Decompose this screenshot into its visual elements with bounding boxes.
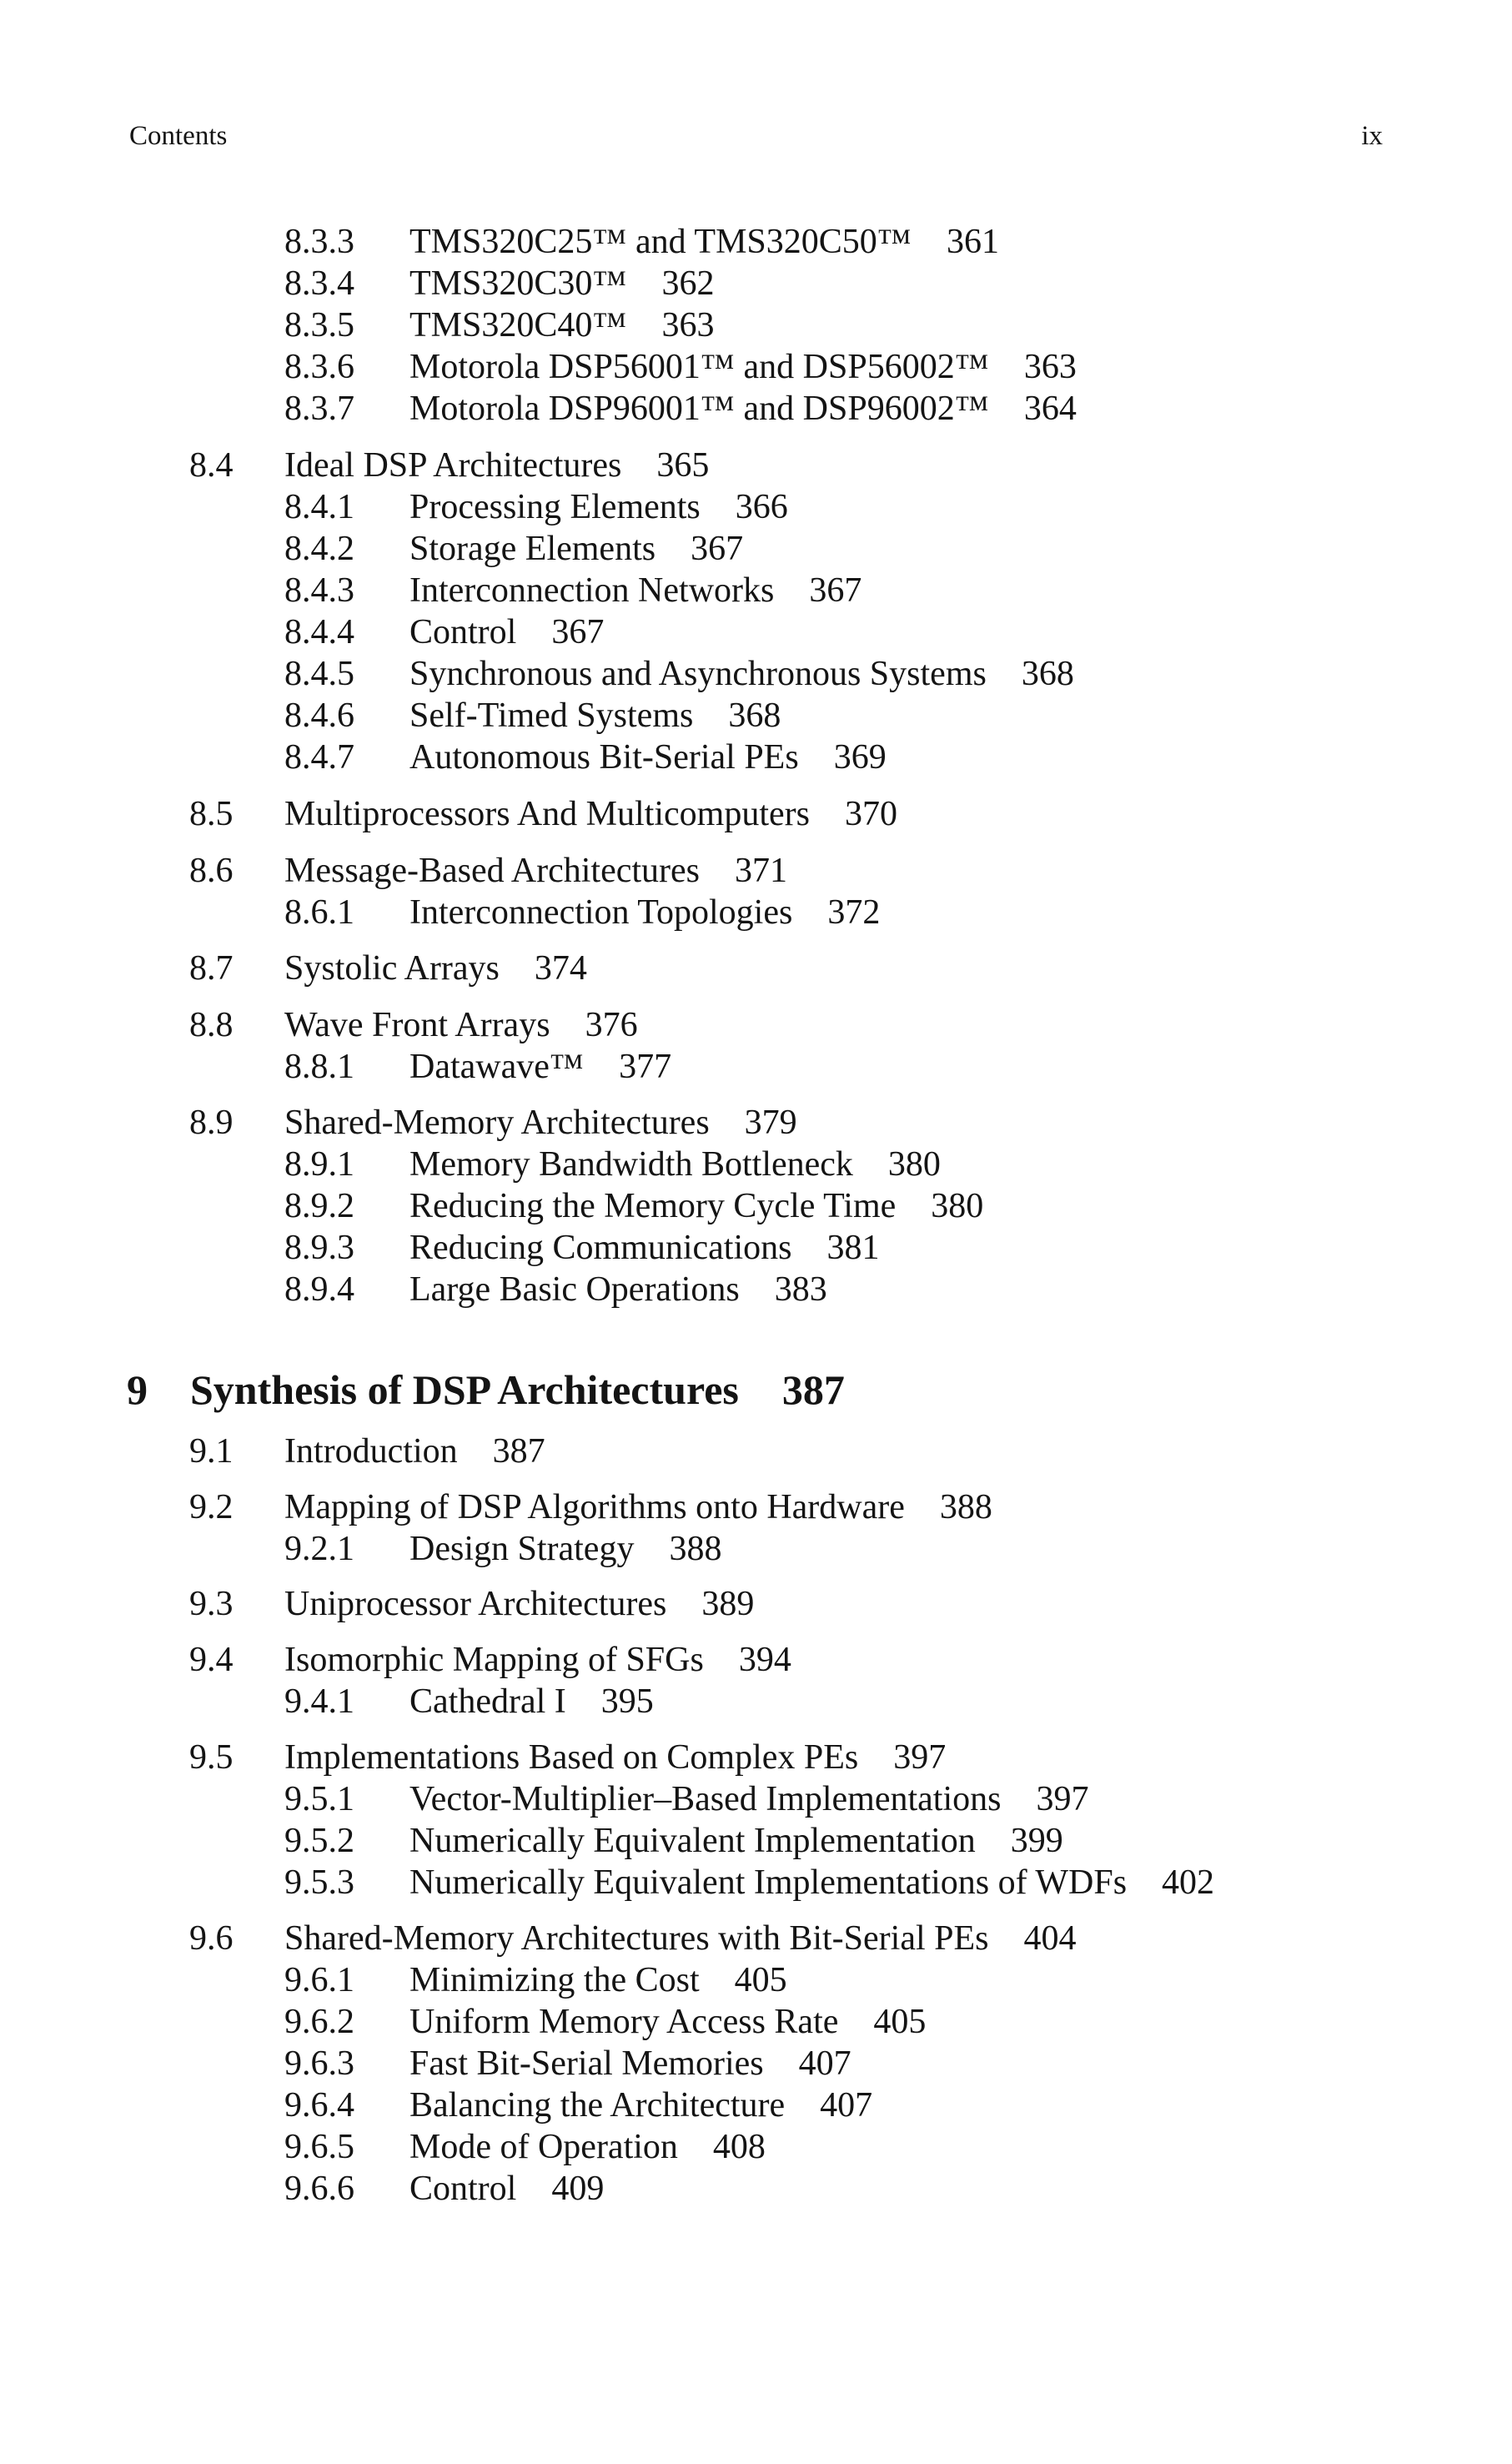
entry-title-row — [409, 346, 1077, 388]
entry-number: 8.4.7 — [284, 738, 354, 777]
entry-title-row — [409, 695, 781, 737]
entry-title: Design Strategy — [409, 1530, 635, 1568]
entry-title: Shared-Memory Architectures with Bit-Serial PEs — [284, 1919, 989, 1958]
entry-page: 404 — [1023, 1919, 1077, 1958]
entry-number: 8.4.1 — [284, 488, 354, 526]
entry-page: 394 — [738, 1641, 791, 1679]
entry-title: Reducing the Memory Cycle Time — [409, 1187, 897, 1225]
entry-page: 369 — [833, 738, 887, 777]
entry-title-row — [409, 1862, 1214, 1903]
entry-page: 367 — [691, 530, 744, 568]
entry-title: Autonomous Bit-Serial PEs — [409, 738, 799, 777]
entry-number: 8.9 — [189, 1104, 234, 1142]
entry-page: 368 — [728, 696, 781, 735]
entry-title-row — [409, 2043, 851, 2084]
entry-title: Processing Elements — [409, 488, 701, 526]
entry-title-row — [409, 892, 880, 933]
entry-title: Implementations Based on Complex PEs — [284, 1738, 859, 1777]
entry-title: Numerically Equivalent Implementations of WDFs — [409, 1863, 1128, 1902]
entry-number: 8.3.6 — [284, 348, 354, 386]
entry-title: Motorola DSP56001™ and DSP56002™ — [409, 348, 989, 386]
chapter-number: 9 — [127, 1366, 148, 1413]
entry-title-row — [284, 1102, 797, 1144]
entry-number: 9.3 — [189, 1585, 234, 1623]
entry-title: Isomorphic Mapping of SFGs — [284, 1641, 704, 1679]
entry-number: 8.9.1 — [284, 1145, 354, 1184]
entry-title-row — [284, 793, 897, 835]
chapter-title: Synthesis of DSP Architectures — [190, 1366, 739, 1413]
entry-title: Vector-Multiplier–Based Implementations — [409, 1780, 1002, 1818]
entry-title: Storage Elements — [409, 530, 656, 568]
entry-title-row — [409, 263, 715, 304]
entry-title-row — [409, 1820, 1063, 1862]
page-number: ix — [1361, 121, 1383, 151]
entry-number: 9.4 — [189, 1641, 234, 1679]
entry-title-row — [409, 1144, 941, 1185]
entry-number: 9.6.2 — [284, 2003, 354, 2041]
entry-number: 8.8.1 — [284, 1048, 354, 1086]
entry-title: Minimizing the Cost — [409, 1961, 700, 1999]
entry-title-row — [284, 1431, 545, 1472]
entry-page: 367 — [551, 613, 605, 651]
entry-number: 9.6 — [189, 1919, 234, 1958]
entry-title-row — [409, 570, 861, 611]
entry-number: 8.8 — [189, 1006, 234, 1044]
entry-title: Self-Timed Systems — [409, 696, 694, 735]
entry-title-row — [409, 1269, 827, 1310]
entry-title-row — [409, 1185, 983, 1227]
entry-title-row — [284, 1583, 754, 1625]
entry-number: 9.5.3 — [284, 1863, 354, 1902]
entry-title-row — [409, 221, 999, 263]
entry-number: 9.5.1 — [284, 1780, 354, 1818]
entry-title-row — [409, 737, 887, 778]
entry-number: 8.3.5 — [284, 306, 354, 344]
entry-page: 362 — [661, 264, 715, 303]
entry-number: 9.2 — [189, 1488, 234, 1526]
entry-title: TMS320C30™ — [409, 264, 627, 303]
entry-page: 363 — [1023, 348, 1077, 386]
entry-number: 8.4.5 — [284, 655, 354, 693]
entry-number: 8.9.4 — [284, 1270, 354, 1309]
entry-page: 365 — [656, 446, 710, 485]
entry-title-row — [409, 2126, 766, 2168]
entry-page: 380 — [931, 1187, 984, 1225]
entry-title: TMS320C25™ and TMS320C50™ — [409, 223, 912, 261]
entry-title: Uniform Memory Access Rate — [409, 2003, 839, 2041]
entry-page: 361 — [946, 223, 999, 261]
running-head-title: Contents — [129, 121, 228, 151]
entry-title: TMS320C40™ — [409, 306, 627, 344]
entry-title-row — [409, 2084, 872, 2126]
entry-page: 388 — [939, 1488, 992, 1526]
chapter-title-row — [190, 1363, 845, 1416]
entry-title: Multiprocessors And Multicomputers — [284, 795, 810, 833]
entry-number: 8.4.2 — [284, 530, 354, 568]
entry-title: Interconnection Topologies — [409, 893, 793, 932]
entry-title: Uniprocessor Architectures — [284, 1585, 667, 1623]
entry-page: 388 — [669, 1530, 722, 1568]
entry-page: 380 — [887, 1145, 941, 1184]
entry-number: 9.2.1 — [284, 1530, 354, 1568]
entry-page: 395 — [600, 1682, 654, 1721]
entry-number: 9.6.5 — [284, 2128, 354, 2166]
entry-title: Systolic Arrays — [284, 949, 500, 988]
entry-page: 377 — [619, 1048, 672, 1086]
entry-number: 8.9.3 — [284, 1229, 354, 1267]
entry-title: Mode of Operation — [409, 2128, 678, 2166]
entry-title-row — [284, 948, 587, 989]
entry-number: 9.6.4 — [284, 2086, 354, 2125]
entry-page: 371 — [735, 852, 787, 890]
entry-number: 8.5 — [189, 795, 234, 833]
entry-title-row — [284, 1639, 791, 1681]
entry-title-row — [409, 1959, 787, 2001]
entry-title-row — [284, 1737, 946, 1778]
entry-number: 8.3.4 — [284, 264, 354, 303]
entry-title: Large Basic Operations — [409, 1270, 740, 1309]
entry-title: Fast Bit-Serial Memories — [409, 2044, 764, 2083]
entry-page: 408 — [712, 2128, 766, 2166]
entry-page: 376 — [585, 1006, 638, 1044]
entry-number: 8.4.4 — [284, 613, 354, 651]
entry-number: 9.5 — [189, 1738, 234, 1777]
entry-title: Message-Based Architectures — [284, 852, 700, 890]
entry-title-row — [409, 304, 715, 346]
entry-page: 407 — [798, 2044, 851, 2083]
entry-number: 8.6.1 — [284, 893, 354, 932]
entry-number: 9.5.2 — [284, 1822, 354, 1860]
entry-title-row — [409, 486, 788, 528]
entry-title-row — [409, 388, 1077, 430]
entry-title: Shared-Memory Architectures — [284, 1104, 710, 1142]
entry-title: Mapping of DSP Algorithms onto Hardware — [284, 1488, 905, 1526]
entry-number: 8.9.2 — [284, 1187, 354, 1225]
entry-page: 374 — [534, 949, 587, 988]
entry-title: Reducing Communications — [409, 1229, 792, 1267]
entry-page: 379 — [744, 1104, 797, 1142]
entry-title: Datawave™ — [409, 1048, 585, 1086]
entry-title-row — [409, 2168, 604, 2210]
entry-number: 8.7 — [189, 949, 234, 988]
entry-number: 9.6.3 — [284, 2044, 354, 2083]
entry-title: Motorola DSP96001™ and DSP96002™ — [409, 390, 989, 428]
entry-title-row — [409, 1681, 654, 1722]
entry-number: 8.4.3 — [284, 571, 354, 610]
entry-number: 8.3.7 — [284, 390, 354, 428]
entry-page: 402 — [1162, 1863, 1215, 1902]
entry-page: 368 — [1021, 655, 1074, 693]
entry-page: 372 — [827, 893, 881, 932]
entry-number: 8.3.3 — [284, 223, 354, 261]
entry-title-row — [284, 445, 709, 486]
entry-page: 405 — [734, 1961, 787, 1999]
entry-title-row — [409, 611, 604, 653]
entry-number: 9.6.6 — [284, 2170, 354, 2208]
entry-number: 9.6.1 — [284, 1961, 354, 1999]
entry-title-row — [409, 528, 743, 570]
entry-page: 389 — [701, 1585, 755, 1623]
entry-number: 9.1 — [189, 1432, 234, 1471]
entry-page: 399 — [1010, 1822, 1063, 1860]
entry-title-row — [284, 850, 787, 892]
entry-page: 364 — [1023, 390, 1077, 428]
entry-title-row — [409, 1227, 879, 1269]
entry-title: Ideal DSP Architectures — [284, 446, 622, 485]
entry-page: 366 — [735, 488, 788, 526]
entry-title-row — [409, 653, 1074, 695]
entry-title: Cathedral I — [409, 1682, 566, 1721]
entry-title-row — [409, 1528, 721, 1570]
entry-title-row — [284, 1918, 1077, 1959]
entry-page: 367 — [809, 571, 862, 610]
entry-page: 363 — [661, 306, 715, 344]
entry-page: 405 — [873, 2003, 927, 2041]
entry-title: Balancing the Architecture — [409, 2086, 786, 2125]
entry-page: 370 — [844, 795, 897, 833]
entry-title-row — [409, 1778, 1089, 1820]
entry-page: 381 — [826, 1229, 880, 1267]
entry-title: Introduction — [284, 1432, 458, 1471]
entry-title: Numerically Equivalent Implementation — [409, 1822, 976, 1860]
entry-title-row — [409, 1046, 671, 1088]
entry-title-row — [409, 2001, 926, 2043]
entry-title: Synchronous and Asynchronous Systems — [409, 655, 987, 693]
entry-number: 8.4.6 — [284, 696, 354, 735]
entry-page: 387 — [492, 1432, 545, 1471]
entry-number: 9.4.1 — [284, 1682, 354, 1721]
entry-title: Memory Bandwidth Bottleneck — [409, 1145, 853, 1184]
chapter-page: 387 — [781, 1366, 845, 1413]
entry-title-row — [284, 1004, 638, 1046]
entry-page: 407 — [820, 2086, 873, 2125]
entry-page: 397 — [893, 1738, 947, 1777]
entry-title-row — [284, 1486, 992, 1528]
entry-page: 409 — [551, 2170, 605, 2208]
entry-title: Wave Front Arrays — [284, 1006, 550, 1044]
entry-page: 397 — [1036, 1780, 1089, 1818]
entry-page: 383 — [774, 1270, 827, 1309]
entry-title: Interconnection Networks — [409, 571, 775, 610]
entry-number: 8.4 — [189, 446, 234, 485]
entry-title: Control — [409, 2170, 517, 2208]
entry-number: 8.6 — [189, 852, 234, 890]
entry-title: Control — [409, 613, 517, 651]
